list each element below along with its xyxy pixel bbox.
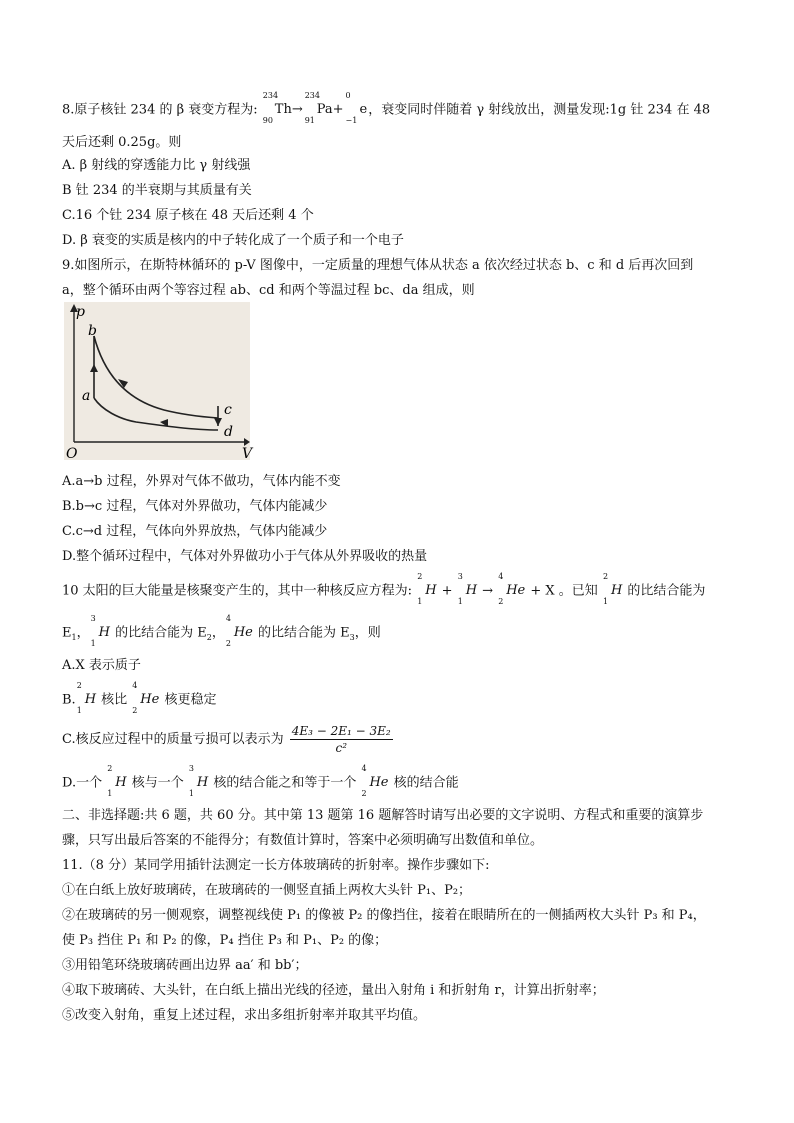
deuterium-nuclide-ref: 2 1 H [602, 572, 623, 606]
q10-stem-pre: 10 太阳的巨大能量是核聚变产生的，其中一种核反应方程为: [62, 583, 417, 599]
v-axis-arrow [244, 438, 250, 446]
deuterium-nuclide-b: 2 1 H [76, 681, 97, 715]
q9-option-b: B.b→c 过程，气体对外界做功，气体内能减少 [62, 499, 328, 514]
q10-option-d: D.一个 2 1 H 核与一个 3 1 H 核的结合能之和等于一个 4 2 He 核的结合能 [62, 764, 459, 798]
q10-option-a: A.X 表示质子 [62, 658, 141, 673]
q9-option-c: C.c→d 过程，气体向外界放热，气体内能减少 [62, 524, 328, 539]
q8-option-c: C.16 个钍 234 原子核在 48 天后还剩 4 个 [62, 208, 314, 223]
cd-arrow [214, 418, 222, 426]
pv-diagram [64, 302, 253, 462]
q11-stem: 11.（8 分）某同学用插针法测定一长方体玻璃砖的折射率。操作步骤如下: [62, 858, 490, 873]
q8-option-d: D. β 衰变的实质是核内的中子转化成了一个质子和一个电子 [62, 233, 404, 248]
v-label: V [242, 446, 253, 462]
section2-heading-line2: 骤，只写出最后答案的不能得分；有数值计算时，答案中必须明确写出数值和单位。 [62, 833, 544, 848]
bc-isotherm-curve [94, 336, 218, 418]
q11-step-4: ④取下玻璃砖、大头针，在白纸上描出光线的径迹，量出入射角 i 和折射角 r，计算出折射率； [62, 983, 605, 998]
q8-option-b: B 钍 234 的半衰期与其质量有关 [62, 183, 252, 198]
electron-symbol: 0 −1 e [345, 91, 368, 125]
q11-step-5: ⑤改变入射角，重复上述过程，求出多组折射率并取其平均值。 [62, 1008, 427, 1023]
q11-step-3: ③用铅笔环绕玻璃砖画出边界 aa′ 和 bb′； [62, 958, 308, 973]
q11-step-1: ①在白纸上放好玻璃砖，在玻璃砖的一侧竖直插上两枚大头针 P₁、P₂； [62, 883, 472, 898]
q8-stem-post: ，衰变同时伴随着 γ 射线放出，测量发现:1g 钍 234 在 48 [368, 102, 711, 118]
q8-stem-pre: 8.原子核钍 234 的 β 衰变方程为: [62, 102, 262, 118]
deuterium-nuclide: 2 1 H [417, 572, 437, 606]
state-d-label: d [224, 424, 233, 440]
th-nuclide: 234 90 Th→ [262, 91, 303, 125]
section2-heading-line1: 二、非选择题:共 6 题，共 60 分。其中第 13 题第 16 题解答时请写出必要的文字说明、方程式和重要的演算步 [62, 808, 704, 823]
q11-step-2-line2: 使 P₃ 挡住 P₁ 和 P₂ 的像，P₄ 挡住 P₃ 和 P₁、P₂ 的像； [62, 933, 388, 948]
helium-nuclide: 4 2 He [498, 572, 526, 606]
q9-option-d: D.整个循环过程中，气体对外界做功小于气体从外界吸收的热量 [62, 549, 428, 564]
pv-diagram-svg [64, 302, 253, 462]
helium-nuclide-ref: 4 2 He [225, 614, 253, 648]
q8-option-a: A. β 射线的穿透能力比 γ 射线强 [62, 158, 251, 173]
q10-stem-line1: 10 太阳的巨大能量是核聚变产生的，其中一种核反应方程为: 2 1 H + 3 1 H → 4 2 He + X 。已知 2 1 H 的比结合能为 [62, 572, 706, 606]
state-b-label: b [88, 323, 97, 339]
helium-nuclide-b: 4 2 He [132, 681, 160, 715]
q10-option-c: C.核反应过程中的质量亏损可以表示为 $\frac{\text{4E₃ − 2E₁ − 3E₂}}{\text{c²}}$ [62, 724, 391, 755]
p-label: p [76, 304, 85, 320]
tritium-nuclide-ref: 3 1 H [90, 614, 110, 648]
state-a-label: a [82, 388, 91, 404]
tritium-nuclide-d: 3 1 H [188, 764, 209, 798]
q8-stem-line2: 天后还剩 0.25g。则 [62, 135, 182, 150]
q9-stem-line2: a，整个循环由两个等容过程 ab、cd 和两个等温过程 bc、da 组成，则 [62, 283, 475, 298]
q10-option-b: B. 2 1 H 核比 4 2 He 核更稳定 [62, 681, 217, 715]
ab-arrow [90, 364, 98, 372]
tritium-nuclide: 3 1 H [457, 572, 478, 606]
q9-stem-line1: 9.如图所示，在斯特林循环的 p-V 图像中，一定质量的理想气体从状态 a 依次经过状态 b、c 和 d 后再次回到 [62, 258, 694, 273]
mass-defect-fraction: $\frac{\text{4E₃ − 2E₁ − 3E₂}}{\text{c²}}$ [291, 724, 391, 755]
helium-nuclide-d: 4 2 He [361, 764, 389, 798]
da-isotherm-curve [94, 398, 218, 430]
state-c-label: c [224, 402, 232, 418]
q9-option-a: A.a→b 过程，外界对气体不做功，气体内能不变 [62, 474, 341, 489]
q10-stem-line2: $E_1$， 3 1 H 的比结合能为 $E_2$， 4 2 He 的比结合能为 $E_3$，则 [62, 614, 381, 648]
q11-step-2-line1: ②在玻璃砖的另一侧观察，调整视线使 P₁ 的像被 P₂ 的像挡住，接着在眼睛所在的一侧插两枚大头针 P₃ 和 P₄， [62, 908, 706, 923]
deuterium-nuclide-d: 2 1 H [107, 764, 127, 798]
o-label: O [66, 446, 78, 462]
q8-stem-line1 [62, 91, 711, 125]
pa-nuclide: 234 91 Pa+ [304, 91, 344, 125]
